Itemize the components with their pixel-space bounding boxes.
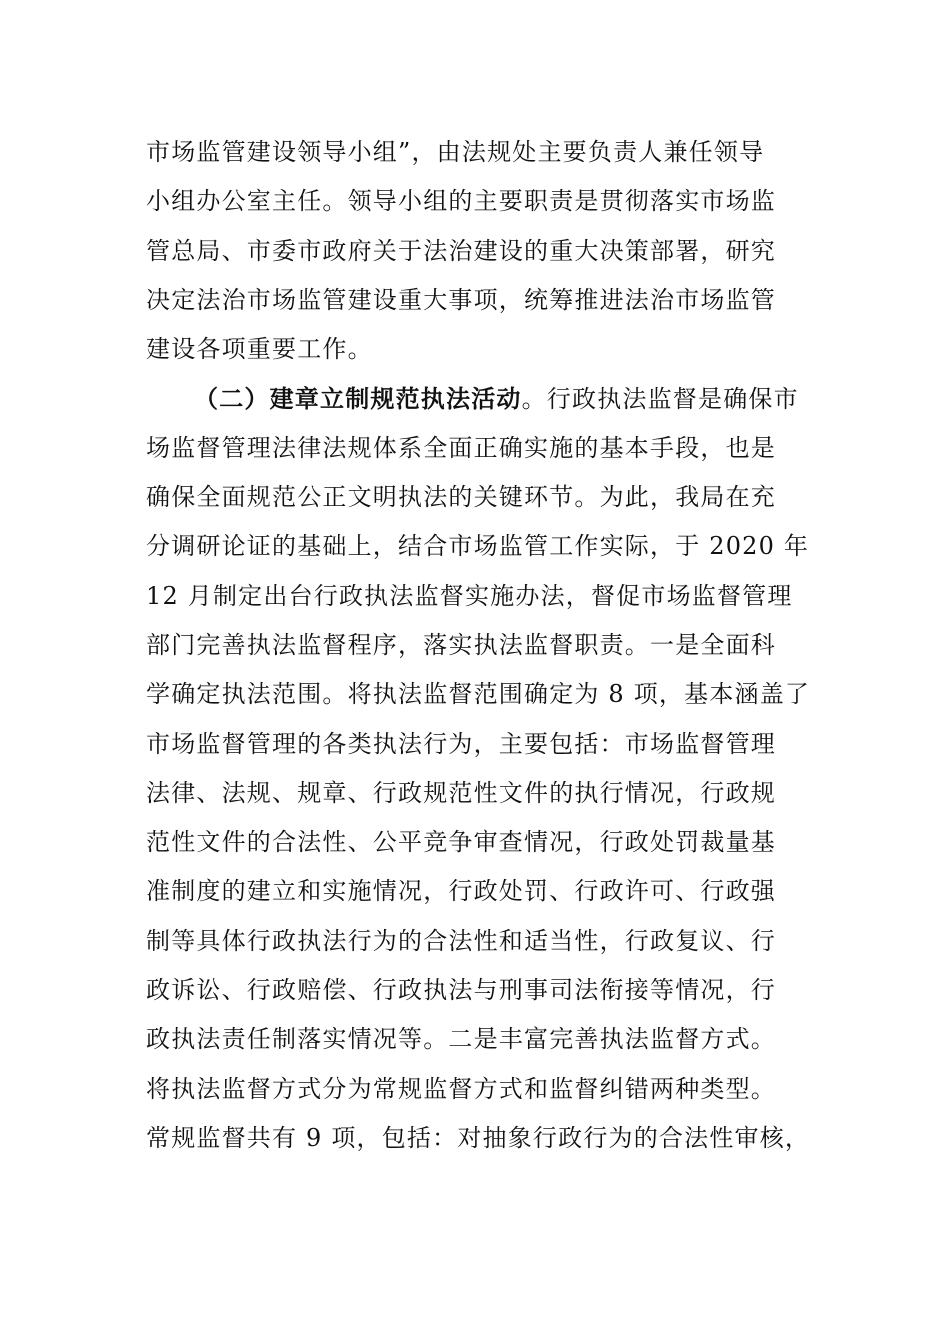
section-first-line-text: 。行政执法监督是确保市 — [521, 385, 799, 414]
text-line: 将执法监督方式分为常规监督方式和监督纠错两种类型。 — [146, 1074, 776, 1103]
section-heading: （二）建章立制规范执法活动 — [194, 384, 522, 414]
text-line: 建设各项重要工作。 — [146, 335, 373, 364]
text-line: 小组办公室主任。领导小组的主要职责是贯彻落实市场监 — [146, 187, 776, 216]
text-line: 管总局、市委市政府关于法治建设的重大决策部署，研究 — [146, 236, 776, 265]
text-line: 市场监督管理的各类执法行为，主要包括：市场监督管理 — [146, 729, 776, 758]
section-first-line — [146, 374, 806, 423]
text-line: 制等具体行政执法行为的合法性和适当性，行政复议、行 — [146, 926, 776, 955]
text-line: 准制度的建立和实施情况，行政处罚、行政许可、行政强 — [146, 877, 776, 906]
text-line: 范性文件的合法性、公平竞争审查情况，行政处罚裁量基 — [146, 828, 776, 857]
text-line: 决定法治市场监管建设重大事项，统筹推进法治市场监管 — [146, 285, 776, 314]
text-line: 12 月制定出台行政执法监督实施办法，督促市场监督管理 — [146, 581, 793, 610]
text-line: 市场监管建设领导小组”，由法规处主要负责人兼任领导 — [146, 138, 765, 166]
text-line: 政执法责任制落实情况等。二是丰富完善执法监督方式。 — [146, 1025, 776, 1054]
text-line: 场监督管理法律法规体系全面正确实施的基本手段，也是 — [146, 433, 776, 462]
document-body — [146, 128, 811, 1163]
text-line: 确保全面规范公正文明执法的关键环节。为此，我局在充 — [146, 483, 776, 512]
text-line: 政诉讼、行政赔偿、行政执法与刑事司法衔接等情况，行 — [146, 976, 776, 1005]
text-line: 分调研论证的基础上，结合市场监管工作实际，于 2020 年 — [146, 532, 810, 561]
text-line: 常规监督共有 9 项，包括：对抽象行政行为的合法性审核， — [146, 1123, 811, 1152]
text-line: 部门完善执法监督程序，落实执法监督职责。一是全面科 — [146, 630, 776, 659]
text-line: 法律、法规、规章、行政规范性文件的执行情况，行政规 — [146, 778, 776, 807]
text-line: 学确定执法范围。将执法监督范围确定为 8 项，基本涵盖了 — [146, 680, 811, 709]
